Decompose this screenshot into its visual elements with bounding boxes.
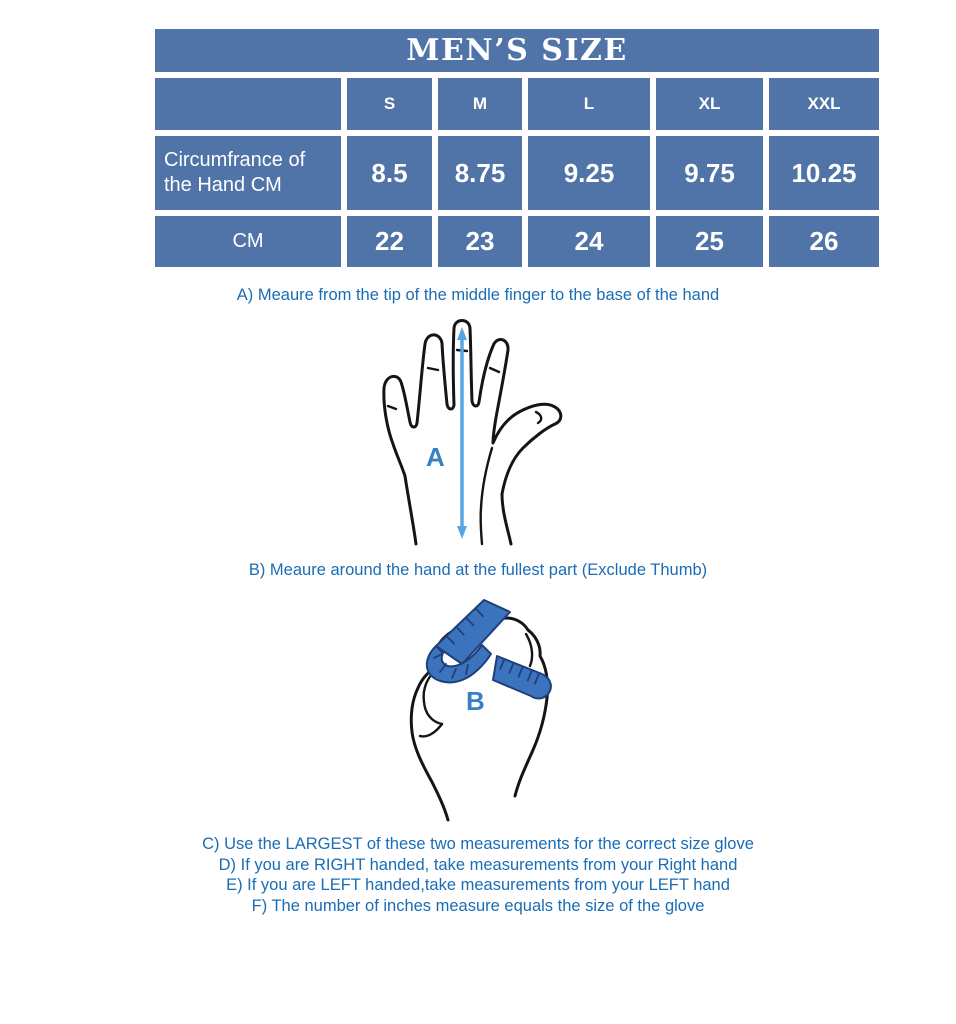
column-header-s: S: [347, 78, 432, 130]
instruction-d: D) If you are RIGHT handed, take measurements from your Right hand: [218, 855, 738, 874]
table-title: MEN’S SIZE: [155, 29, 879, 72]
instruction-e: E) If you are LEFT handed,take measurements from your LEFT hand: [226, 876, 730, 894]
cm-value-l: 24: [528, 216, 650, 267]
instruction-c: C) Use the LARGEST of these two measurements for the correct size glove: [202, 835, 754, 853]
circumference-value-s: 8.5: [347, 136, 432, 210]
row-label-circumference: Circumfrance of the Hand CM: [155, 136, 341, 210]
diagram-label-b: B: [466, 686, 485, 716]
cm-value-xl: 25: [656, 216, 763, 267]
circumference-value-xxl: 10.25: [769, 136, 879, 210]
cm-value-s: 22: [347, 216, 432, 267]
instruction-b: B) Meaure around the hand at the fullest part (Exclude Thumb): [248, 561, 708, 579]
column-header-xxl: XXL: [769, 78, 879, 130]
column-header-l: L: [528, 78, 650, 130]
mens-size-table: [155, 29, 879, 267]
diagram-label-a: A: [426, 442, 445, 472]
cm-value-m: 23: [438, 216, 522, 267]
instruction-f: F) The number of inches measure equals the size of the glove: [251, 896, 705, 915]
row-label-cm: CM: [155, 216, 341, 267]
column-header-xl: XL: [656, 78, 763, 130]
open-hand-diagram: [378, 316, 568, 546]
circumference-value-l: 9.25: [528, 136, 650, 210]
fist-tape-diagram: [398, 592, 558, 827]
circumference-value-m: 8.75: [438, 136, 522, 210]
column-header-m: M: [438, 78, 522, 130]
circumference-value-xl: 9.75: [656, 136, 763, 210]
column-header-blank: [155, 78, 341, 130]
instruction-a: A) Meaure from the tip of the middle finger to the base of the hand: [236, 286, 720, 304]
cm-value-xxl: 26: [769, 216, 879, 267]
instructions-c-to-f: [0, 834, 956, 916]
